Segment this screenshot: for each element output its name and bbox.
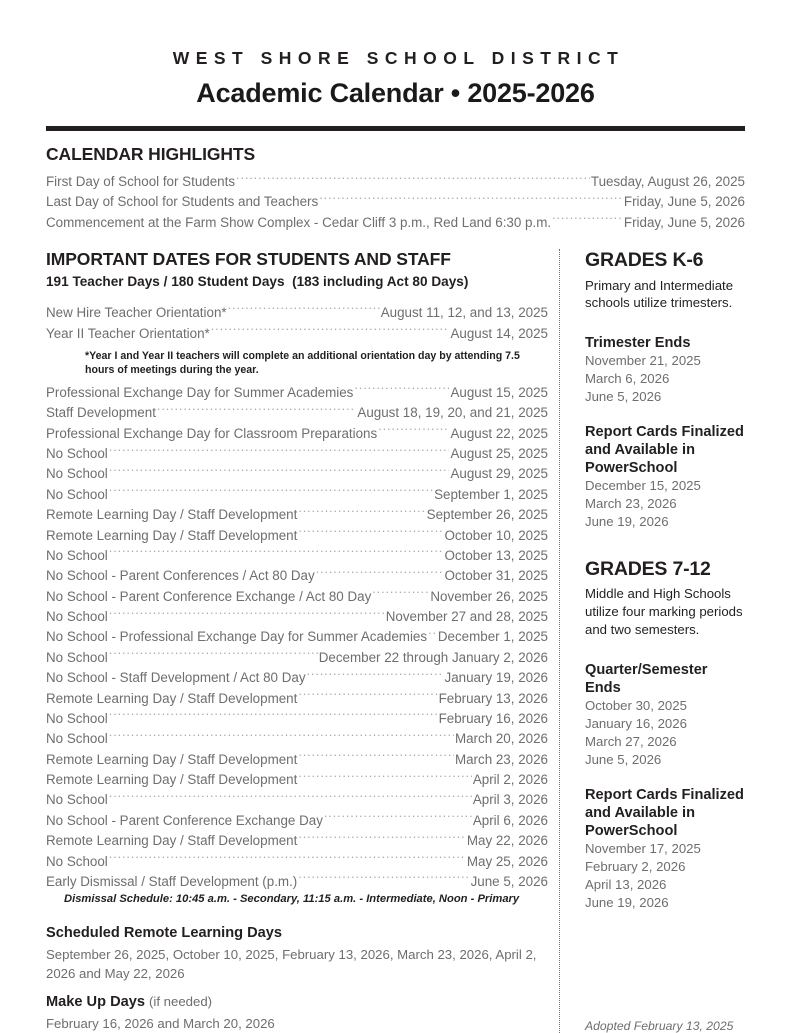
date-value: August 11, 12, and 13, 2025	[380, 304, 548, 320]
date-row	[46, 607, 548, 627]
dot-leader	[298, 750, 454, 763]
district-name: WEST SHORE SCHOOL DISTRICT	[172, 48, 625, 68]
date-row	[46, 485, 548, 505]
k6-report-card-date: June 19, 2026	[585, 514, 669, 530]
grades-k6-title: GRADES K-6	[585, 249, 704, 272]
teacher-student-days-subheading	[46, 273, 548, 291]
date-value: February 13, 2026	[438, 690, 548, 706]
date-label: Remote Learning Day / Staff Development	[46, 772, 298, 787]
712-report-card-date: April 13, 2026	[585, 876, 667, 892]
dot-leader	[109, 546, 444, 559]
dot-leader	[211, 324, 450, 337]
dot-leader	[157, 404, 356, 417]
date-label: New Hire Teacher Orientation*	[46, 304, 227, 320]
date-value: August 18, 19, 20, and 21, 2025	[357, 405, 548, 421]
quarter-semester-date: June 5, 2026	[585, 751, 662, 767]
important-dates-list-top	[46, 303, 548, 345]
dot-leader	[298, 771, 471, 784]
highlight-row	[46, 192, 745, 212]
date-value: June 5, 2026	[470, 873, 548, 889]
dot-leader	[228, 303, 380, 316]
date-value: December 1, 2025	[437, 629, 548, 645]
k6-report-cards-heading: Report Cards Finalized and Available in PowerSchool	[585, 423, 744, 477]
k6-report-card-date: December 15, 2025	[585, 478, 701, 494]
dot-leader	[307, 669, 444, 682]
dot-leader	[298, 832, 466, 845]
dot-leader	[354, 383, 449, 396]
dot-leader	[316, 567, 444, 580]
date-label: Remote Learning Day / Staff Development	[46, 751, 298, 767]
dot-leader	[109, 648, 318, 661]
date-row	[46, 790, 548, 810]
dot-leader	[109, 465, 450, 478]
k6-trimester-date: March 6, 2026	[585, 371, 670, 387]
date-row	[46, 648, 548, 668]
date-value: April 2, 2026	[472, 772, 548, 787]
date-value: November 26, 2025	[430, 588, 548, 604]
make-up-days-block	[46, 993, 548, 1033]
date-row	[46, 505, 548, 525]
date-label: No School	[46, 547, 108, 563]
important-dates-list-bottom	[46, 383, 548, 892]
dot-leader	[109, 730, 454, 743]
date-value: February 16, 2026	[438, 710, 548, 726]
dot-leader	[428, 628, 437, 641]
highlight-row	[46, 213, 745, 233]
dot-leader	[319, 193, 623, 206]
grades-712-description: Middle and High Schools utilize four marking periods and two semesters.	[585, 586, 743, 637]
k6-trimester-block	[585, 334, 745, 406]
date-value: March 23, 2026	[454, 751, 548, 767]
spacer	[585, 531, 745, 558]
date-row	[46, 750, 548, 770]
date-label: Staff Development	[46, 405, 156, 421]
dot-leader	[552, 213, 623, 226]
page-title: Academic Calendar • 2025-2026	[196, 78, 595, 108]
date-label: No School	[46, 853, 108, 869]
712-report-card-date: November 17, 2025	[585, 840, 701, 856]
date-value: November 27 and 28, 2025	[385, 609, 548, 624]
date-value: December 22 through January 2, 2026	[318, 649, 548, 665]
calendar-highlights-rows	[46, 172, 745, 233]
scheduled-remote-learning-block	[46, 924, 548, 983]
dot-leader	[298, 506, 425, 519]
k6-trimester-date: June 5, 2026	[585, 388, 662, 404]
date-value: October 13, 2025	[444, 547, 548, 563]
date-row	[46, 811, 548, 831]
date-value: August 15, 2025	[450, 384, 548, 400]
k6-report-card-date: March 23, 2026	[585, 496, 677, 512]
scheduled-remote-learning-text: September 26, 2025, October 10, 2025, February 13, 2026, March 23, 2026, April 2, 2026 and May 22, 2026	[46, 946, 537, 981]
k6-trimester-heading: Trimester Ends	[585, 334, 691, 351]
make-up-days-title: Make Up Days	[46, 993, 145, 1010]
date-label: No School	[46, 609, 108, 624]
dot-leader	[324, 811, 472, 824]
date-label: No School - Parent Conference Exchange Day	[46, 812, 323, 828]
date-label: Year II Teacher Orientation*	[46, 325, 210, 341]
calendar-highlights-section	[46, 144, 745, 233]
date-label: No School - Parent Conferences / Act 80 Day	[46, 568, 315, 584]
date-label: No School - Professional Exchange Day for Summer Academies	[46, 629, 428, 645]
date-value: January 19, 2026	[444, 670, 548, 686]
adopted-date: Adopted February 13, 2025	[585, 1018, 734, 1033]
date-row	[46, 324, 548, 345]
dot-leader	[109, 791, 472, 804]
make-up-days-text: February 16, 2026 and March 20, 2026	[46, 1015, 275, 1031]
dot-leader	[372, 587, 429, 600]
date-value: August 25, 2025	[450, 446, 548, 461]
grades-k6-block	[585, 249, 745, 312]
date-label: Remote Learning Day / Staff Development	[46, 690, 298, 706]
date-label: No School	[46, 649, 108, 665]
date-value: October 10, 2025	[444, 527, 548, 543]
date-label: Remote Learning Day / Staff Development	[46, 527, 298, 543]
spacer	[585, 406, 745, 423]
date-label: Remote Learning Day / Staff Development	[46, 833, 298, 849]
important-dates-column	[46, 249, 548, 1033]
calendar-highlights-heading: CALENDAR HIGHLIGHTS	[46, 144, 256, 165]
make-up-days-heading	[46, 993, 548, 1013]
date-label: Remote Learning Day / Staff Development	[46, 507, 298, 523]
date-value: August 14, 2025	[450, 325, 548, 341]
date-label: Professional Exchange Day for Classroom Preparations	[46, 425, 378, 441]
k6-report-cards-block	[585, 423, 745, 531]
spacer	[585, 769, 745, 786]
date-row	[46, 546, 548, 566]
date-row	[46, 668, 548, 688]
quarter-semester-block	[585, 661, 745, 769]
highlight-label: Last Day of School for Students and Teachers	[46, 194, 319, 210]
quarter-semester-date: March 27, 2026	[585, 733, 677, 749]
spacer	[585, 639, 745, 661]
orientation-footnote: *Year I and Year II teachers will complete an additional orientation day by attending 7.5 hours of meetings during the year.	[85, 349, 520, 377]
date-value: May 22, 2026	[466, 833, 548, 849]
date-label: No School	[46, 731, 108, 747]
masthead	[0, 0, 791, 109]
date-value: September 1, 2025	[434, 486, 548, 502]
quarter-semester-date: January 16, 2026	[585, 715, 687, 731]
712-report-cards-block	[585, 786, 745, 912]
dismissal-schedule-note: Dismissal Schedule: 10:45 a.m. - Secondary, 11:15 a.m. - Intermediate, Noon - Primary	[64, 893, 520, 906]
date-label: No School	[46, 792, 108, 808]
dot-leader	[298, 526, 443, 539]
grades-k6-description: Primary and Intermediate schools utilize trimesters.	[585, 277, 734, 311]
dot-leader	[236, 173, 590, 186]
dot-leader	[109, 608, 385, 621]
date-label: Early Dismissal / Staff Development (p.m.)	[46, 873, 298, 889]
712-report-card-date: February 2, 2026	[585, 858, 686, 874]
k6-trimester-date: November 21, 2025	[585, 353, 701, 369]
scheduled-remote-learning-heading: Scheduled Remote Learning Days	[46, 924, 282, 941]
highlight-value: Friday, June 5, 2026	[623, 214, 745, 230]
date-row	[46, 852, 548, 872]
grades-712-block	[585, 558, 745, 638]
spacer	[585, 312, 745, 334]
712-report-cards-heading: Report Cards Finalized and Available in PowerSchool	[585, 786, 744, 839]
date-row	[46, 872, 548, 892]
date-value: April 6, 2026	[472, 812, 548, 828]
date-label: No School	[46, 710, 108, 726]
dot-leader	[109, 852, 466, 865]
date-row	[46, 729, 548, 749]
days-count-bold: 191 Teacher Days / 180 Student Days	[46, 274, 285, 290]
date-label: No School	[46, 486, 108, 502]
date-value: March 20, 2026	[454, 731, 548, 747]
dot-leader	[109, 445, 450, 458]
highlight-value: Tuesday, August 26, 2025	[590, 174, 745, 190]
date-label: No School	[46, 446, 108, 461]
quarter-semester-date: October 30, 2025	[585, 697, 687, 713]
header-rule	[46, 126, 745, 131]
grades-712-title: GRADES 7-12	[585, 558, 711, 581]
date-label: No School	[46, 466, 108, 482]
dot-leader	[378, 424, 449, 437]
date-value: August 29, 2025	[450, 466, 548, 482]
date-value: September 26, 2025	[426, 507, 548, 523]
date-label: Professional Exchange Day for Summer Academies	[46, 384, 354, 400]
dot-leader	[109, 485, 433, 498]
highlight-label: Commencement at the Farm Show Complex - Cedar Cliff 3 p.m., Red Land 6:30 p.m.	[46, 214, 552, 230]
dot-leader	[109, 709, 438, 722]
highlight-value: Friday, June 5, 2026	[623, 194, 745, 210]
712-report-card-date: June 19, 2026	[585, 894, 669, 910]
important-dates-heading: IMPORTANT DATES FOR STUDENTS AND STAFF	[46, 249, 451, 270]
dot-leader	[298, 872, 469, 885]
date-label: No School - Staff Development / Act 80 Day	[46, 670, 306, 686]
date-label: No School - Parent Conference Exchange / Act 80 Day	[46, 588, 372, 604]
date-value: October 31, 2025	[444, 568, 548, 584]
days-count-note: (183 including Act 80 Days)	[292, 274, 469, 290]
dot-leader	[298, 689, 437, 702]
make-up-days-note: (if needed)	[149, 993, 213, 1009]
date-value: April 3, 2026	[472, 792, 548, 808]
grades-info-column	[561, 249, 745, 1033]
date-row	[46, 403, 548, 423]
highlight-label: First Day of School for Students	[46, 174, 236, 190]
date-row	[46, 566, 548, 586]
quarter-semester-heading: Quarter/Semester Ends	[585, 661, 708, 696]
body-columns	[46, 249, 745, 1033]
date-value: May 25, 2026	[466, 853, 548, 869]
date-value: August 22, 2025	[450, 425, 548, 441]
